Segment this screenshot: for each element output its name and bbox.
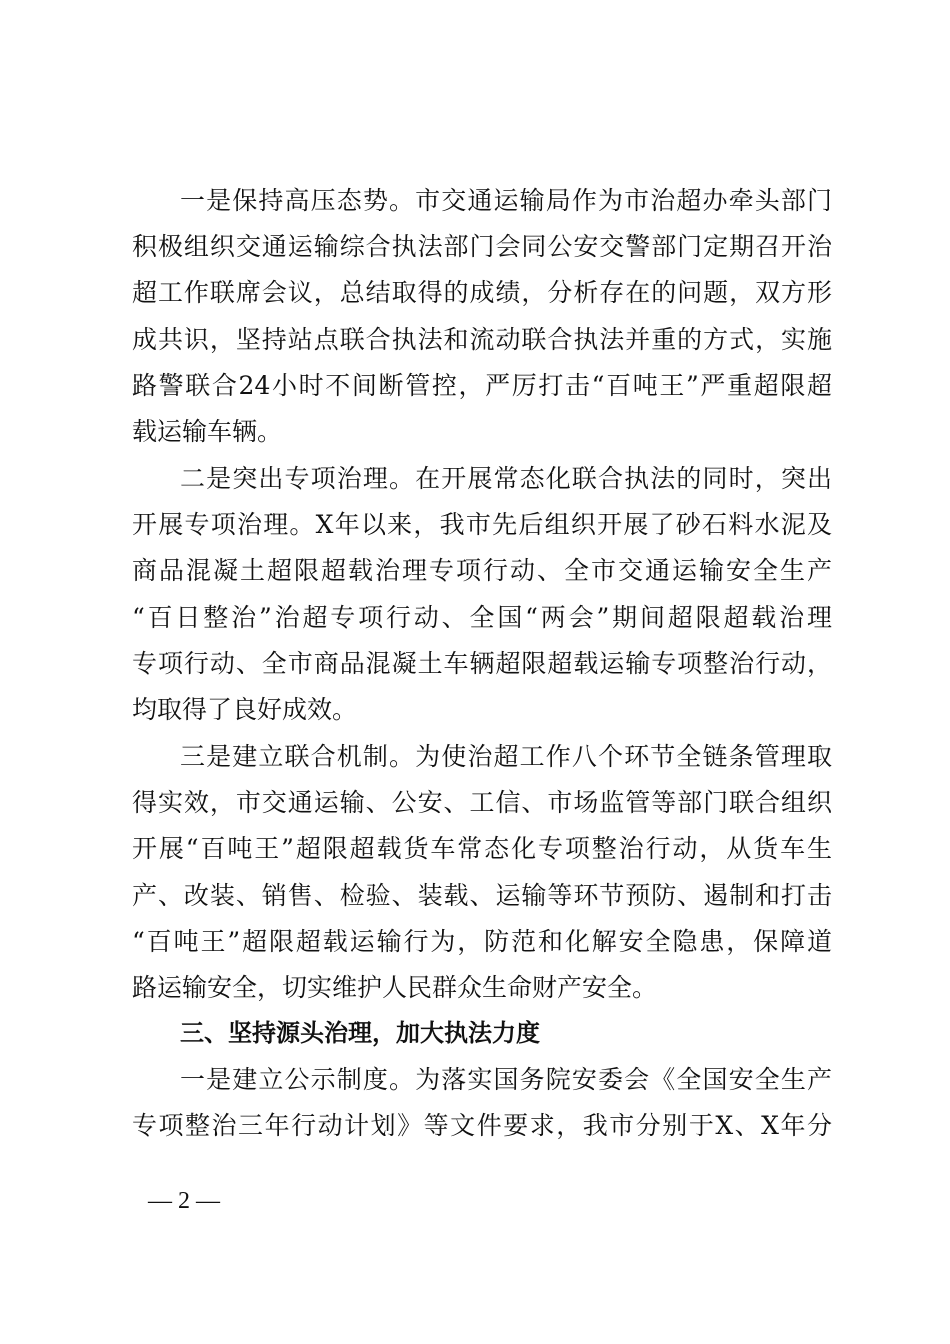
text-line: 载运输车辆。 [132, 417, 283, 446]
text-line: 商品混凝土超限超载治理专项行动、全市交通运输安全生产 [132, 556, 832, 585]
text-line: 开展专项治理。X年以来，我市先后组织开展了砂石料水泥及 [132, 510, 832, 539]
text-line: “百吨王”超限超载运输行为，防范和化解安全隐患，保障道 [132, 927, 832, 956]
text-line: 路警联合24小时不间断管控，严厉打击“百吨王”严重超限超 [132, 371, 832, 400]
text-line: 二是突出专项治理。在开展常态化联合执法的同时，突出 [180, 464, 832, 493]
text-line: 专项整治三年行动计划》等文件要求，我市分别于X、X年分 [132, 1111, 832, 1140]
text-line: 超工作联席会议，总结取得的成绩，分析存在的问题，双方形 [132, 278, 832, 307]
text-line: 专项行动、全市商品混凝土车辆超限超载运输专项整治行动， [132, 649, 832, 678]
text-line: 三是建立联合机制。为使治超工作八个环节全链条管理取 [180, 742, 832, 771]
text-line: 产、改装、销售、检验、装载、运输等环节预防、遏制和打击 [132, 881, 832, 910]
text-line: 均取得了良好成效。 [132, 695, 358, 724]
text-line: 一是建立公示制度。为落实国务院安委会《全国安全生产 [180, 1065, 832, 1094]
text-line: 积极组织交通运输综合执法部门会同公安交警部门定期召开治 [132, 232, 832, 261]
text-line: 一是保持高压态势。市交通运输局作为市治超办牵头部门 [180, 186, 832, 215]
section-heading: 三、坚持源头治理，加大执法力度 [180, 1019, 540, 1047]
text-line: 成共识，坚持站点联合执法和流动联合执法并重的方式，实施 [132, 325, 832, 354]
text-line: “百日整治”治超专项行动、全国“两会”期间超限超载治理 [132, 603, 832, 632]
text-line: 开展“百吨王”超限超载货车常态化专项整治行动，从货车生 [132, 834, 832, 863]
text-line: 得实效，市交通运输、公安、工信、市场监管等部门联合组织 [132, 788, 832, 817]
page-number: — 2 — [148, 1188, 220, 1214]
text-line: 路运输安全，切实维护人民群众生命财产安全。 [132, 973, 658, 1002]
